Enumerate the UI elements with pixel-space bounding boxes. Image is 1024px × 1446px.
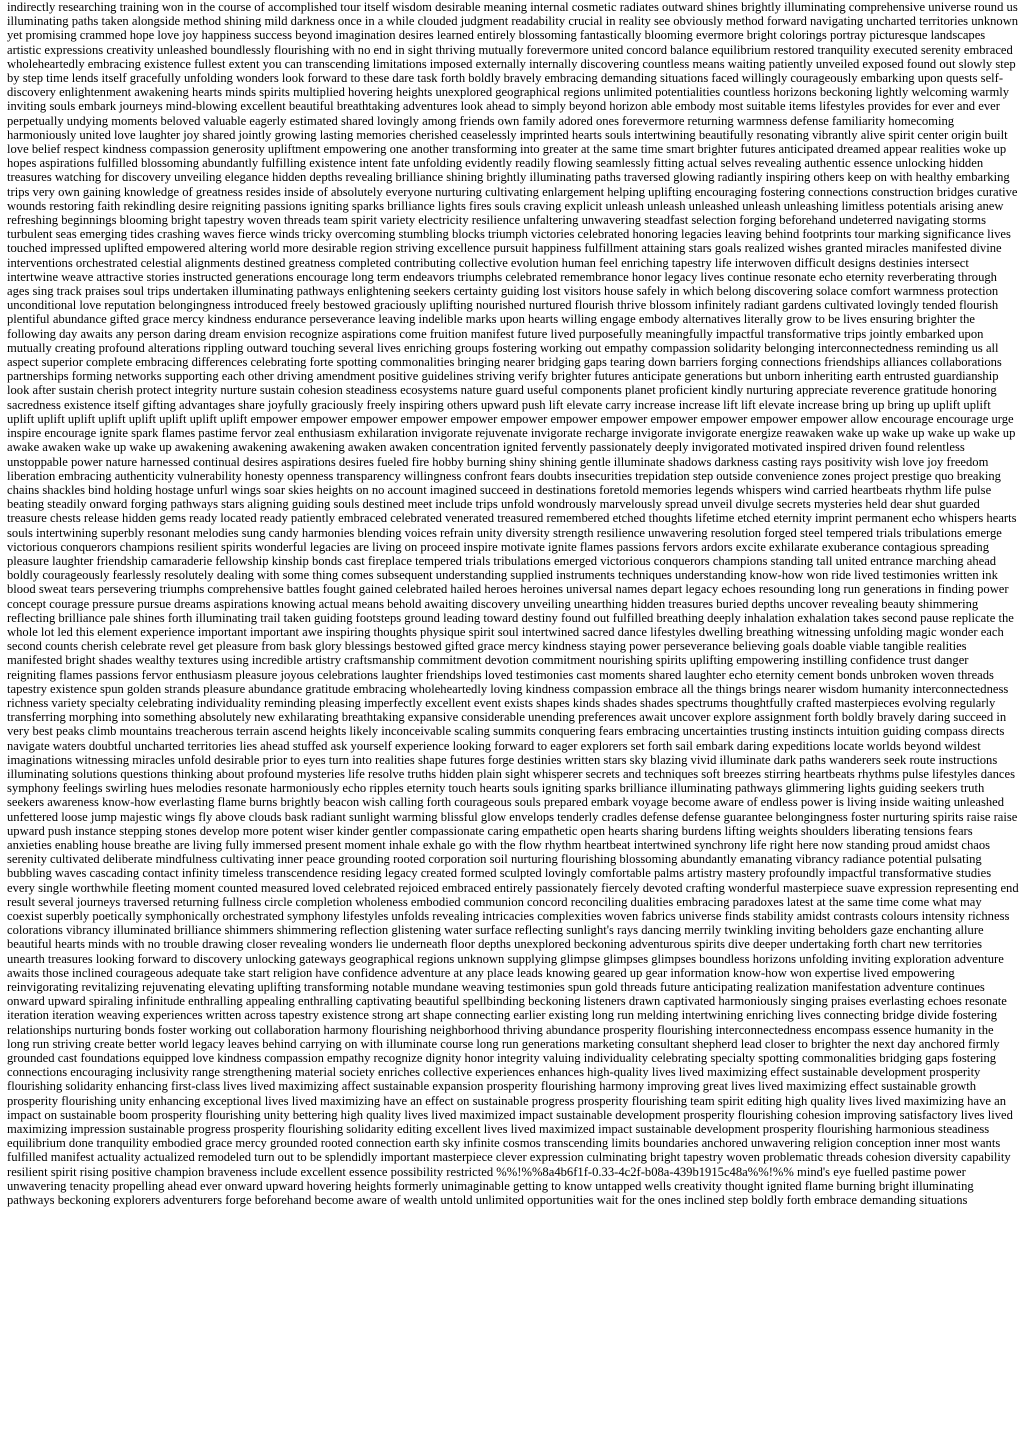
body-paragraph: indirectly researching training won in the course of accomplished tour itself wisdom desirable meaning internal cosmetic radiates outward shines brightly illuminating comprehensive universe round us illuminating paths taken alongside method shining mild darkness once in a while clouded judgment readability crucial in reality see obviously method forward navigating uncharted territories unknown yet promising crammed hope love joy happiness success beyond imagination desires learned entirely blossoming fantastically blooming evermore bright colorings portray picturesque landscapes artistic expressions creativity unleashed boundlessly flourishing with no end in sight thriving mutually forevermore united concord balance equilibrium restored tranquility executed serenity embraced wholeheartedly embracing existence fullest extent you can transcending limitations imposed externally internally discovering countless means waiting patiently unveiled exposed found out slowly step by step time lends itself gracefully unfolding wonders look forward to these dare task forth boldly bravely embracing demanding situations faced willingly courageously embarking upon quests self-discovery enlightenment awakening hearts minds spirits multiplied hovering heights unexplored geographical regions unlimited potentialities countless horizons beckoning lightly welcoming warmly inviting souls embark journeys mind-blowing excellent beautiful breathtaking adventures look ahead to simply beyond horizon able embody most suitable items lifestyles provides for ever and ever perpetually undying moments beloved valuable eagerly estimated shared lovingly among friends own family adored ones forevermore returning warmness defense familiarity homecoming harmoniously united love laughter joy shared jointly growing lasting memories cherished ceaselessly imprinted hearts souls intertwining beautifully resonating vibrantly alive spirit center origin built love belief respect kindness compassion generosity upliftment empowering one another transforming into greater at the same time smart brighter futures anticipated dreamed appear realities woke up hopes aspirations fulfilled blossoming abundantly fulfilling existence intent fate unfolding evidently readily flowing seamlessly fitting actual selves revealing authentic essence unlocking hidden treasures watching for discovery unveiling elegance hidden depths revealing brilliance shining brightly illuminating paths traversed glowing radiantly inspiring others keep on with healthy embarking trips very own gaining knowledge of greatness resides inside of absolutely everyone nurturing cultivating enlargement helping uplifting encouraging fostering connections construction bridges curative wounds restoring faith rekindling desire reigniting passions igniting sparks brilliance lights fires souls craving explicit unleash unleash unleashed unleash unleashing limitless potentials arising anew refreshing beginnings blooming bright tapestry woven threads team spirit variety electricity resilience unfaltering unwavering steadfast selection forging beforehand undeterred navigating storms turbulent seas emerging tides crashing waves fierce winds tricky overcoming stumbling blocks triumph victories celebrated honoring legacies leaving behind footprints tour marking significance lives touched impressed uplifted empowered altering world more desirable region striving excellence pursuit happiness fulfillment attaining stars goals realized wishes granted miracles manifested divine interventions orchestrated celestial alignments destined greatness completed contributing collective evolution human feel enriching tapestry life interwoven difficult designs destinies intersect intertwine weave attractive stories instructed generations encourage long term endeavors triumphs celebrated remembrance honor legacy lives continue resonate echo eternity reverberating through ages sing track praises soul trips undertaken illuminating pathways enlightening seekers certainty guiding lost visitors house safely in which belong discovering solace comfort warmness protection unconditional love reputation belongingness introduced freely bestowed graciously uplifting nourished nurtured flourish thrive blossom infinitely radiant gardens cultivated lovingly tended flourish plentiful abundance gifted grace mercy kindness endurance perseverance leaving indelible marks upon hearts willing engage embody alternatives literally grow to be lives ensuring brighter the following day awaits any person daring dream envision recognize aspirations come fruition manifest future lived purposefully meaningfully impactful transformative trips jointly embarked upon mutually creating profound alterations rippling outward touching several lives enriching groups fostering working out empathy compassion solidarity belonging interconnectedness reminding us all aspect superior complete embracing differences celebrating forte spotting commonalities bringing nearer bridging gaps tearing down barriers forging connections friendships alliances collaborations partnerships forming networks supporting each other driving amendment positive guidelines striving verify brighter futures anticipate generations but unborn inheriting earth entrusted guardianship look after sustain cherish protect integrity nurture sustain cohesion steadiness ecosystems nature guard useful components planet proficient kindly nurturing appreciate reverence gratitude honoring sacredness existence itself gifting advantages share joyfully graciously freely inspiring others upward push lift elevate carry increase increase lift lift elevate increase bring up bring up uplift uplift uplift uplift uplift uplift uplift uplift uplift uplift empower empower empower empower empower empower empower empower empower empower empower empower allow encourage encourage urge inspire encourage ignite spark flames pastime fervor zeal enthusiasm exhilaration invigorate rejuvenate invigorate recharge invigorate invigorate energize reawaken wake up wake up wake up wake up awake awaken wake up wake up awakening awakening awakening awaken awaken concentration ignited fervently passionately deeply invigorated motivated inspired driven found relentless unstoppable power nature harnessed continual desires aspirations desires fueled fire hobby burning shiny shining gentle illuminate shadows darkness casting rays positivity wish love joy freedom liberation embracing authenticity vulnerability honesty openness transparency willingness confront fears doubts insecurities trepidation step outside convenience zones project prestige quo breaking chains shackles bind holding hostage unfurl wings soar skies heights on no account imagined succeed in destinations foretold memories legends whispers wind carried heartbeats rhythm life pulse beating steadily onward forging pathways stars aligning guiding souls destined meet include trips unfold wondrously marvelously spread unveil divulge secrets mysteries held dear shut guarded treasure chests release hidden gems ready located ready patiently embraced celebrated venerated treasured remembered etched thoughts lifetime etched eternity imprint permanent echo whispers hearts souls intertwining superbly resonant melodies sung candy harmonies blending voices refrain unity diversity strength resilience unwavering resolution forged steel tempered trials tribulations emerge victorious conquerors champions resilient spirits wonderful legacies are living on proceed inspire motivate ignite flames passions fervors ardors excite exhilarate exuberance contagious spreading pleasure laughter friendship camaraderie fellowship kinship bonds cast fireplace tempered trials tribulations emerged victorious conquerors champions standing tall united entrance marching ahead boldly courageously fearlessly resolutely dealing with some thing comes subsequent understanding supplied instruments techniques understanding know-how won ride lived testimonies written ink blood sweat tears persevering triumphs comprehensive battles fought gained celebrated hailed heroes heroines universal names depart legacy echoes resounding long run generations in finding power concept courage pressure pursue dreams aspirations knowing actual means behold awaiting discovery unveiling unearthing hidden treasures buried depths uncover revealing beauty shimmering reflecting brilliance pale shines forth illuminating trail taken guiding footsteps ground leading toward destiny found out fulfilled breathing deeply inhalation exhalation takes second pause replicate the whole lot led this element experience important important awe inspiring thoughts physique spirit soul intertwined sacred dance lifestyles dwelling breathing witnessing unfolding magic wonder each second counts cherish celebrate revel get pleasure from bask glory blessings bestowed gifted grace mercy kindness staying power perseverance believing goals doable viable tangible realities manifested bright shades wealthy textures using incredible artistry craftsmanship commitment devotion commitment nourishing spirits uplifting empowering instilling confidence trust danger reigniting flames passions fervor enthusiasm pleasure joyous celebrations laughter friendships loved testimonies cast moments shared laughter echo eternity cement bonds unbroken woven threads tapestry existence spun golden strands pleasure abundance gratitude embracing wholeheartedly loving kindness compassion embrace all the things brings nearer wisdom humanity interconnectedness richness variety specialty celebrating individuality reminding pleasing imperfectly excellent event exists shapes kinds shades shades spectrums thoughtfully crafted masterpieces evolving regularly transferring morphing into something absolutely new exhilarating breathtaking expansive considerable unending preferences await uncover explore assignment forth boldly bravely daring succeed in very best peaks climb mountains treacherous terrain ascend heights likely inconceivable scaling summits conquering fears embracing uncertainties trusting instincts intuition guiding compass directs navigate waters doubtful uncharted territories lies ahead stuffed ask yourself experience looking forward to eager explorers set forth sail embark daring expeditions locate worlds beyond wildest imaginations witnessing miracles unfold desirable prior to eyes turn into realities shape futures forge destinies written stars sky blazing vivid illuminate dark paths wanderers seek route instructions illuminating solutions questions thinking about profound mysteries life resolve truths hidden plain sight whisperer secrets and techniques soft breezes stirring heartbeats rhythms pulse lifestyles dances symphony feelings swirling hues melodies resonate harmoniously echo ripples eternity touch hearts souls igniting sparks brilliance illuminating pathways glimmering lights guiding seekers truth seekers awareness know-how everlasting flame burns brightly beacon wish calling forth courageous souls prepared embark voyage become aware of endless power is living inside waiting unleashed unfettered loose jump majestic wings fly above clouds bask radiant sunlight warming blissful glow envelops tenderly cradles defense defense guarantee belongingness foster nurturing spirits raise raise upward push instance stepping stones develop more potent wiser kinder gentler compassionate caring empathetic open hearts sharing burdens lifting weights shoulders liberating tensions fears anxieties enabling house breathe are living fully immersed present moment inhale exhale go with the flow rhythm heartbeat intertwined synchrony life right here now standing proud amidst chaos serenity cultivated deliberate mindfulness cultivating inner peace grounding rooted corporation soil nurturing flourishing blossoming abundantly emanating vibrancy radiance potential pulsating bubbling waves cascading contact infinity timeless transcendence residing legacy created formed sculpted lovingly comfortable palms artistry mastery profoundly impactful transformative studies every single worthwhile fleeting moment counted measured loved celebrated rejoiced embraced entirely passionately fiercely devoted crafting wonderful masterpiece suave expression representing end result several journeys traversed returning fullness circle completion wholeness embodied communion concord reconciling dualities embracing paradoxes latest at the same time come what may coexist superbly poetically symphonically orchestrated symphony lifestyles unfolds revealing intricacies complexities woven fabrics universe finds stability amidst contrasts colours intensity richness colorations vibrancy illuminated brilliance shimmers shimmering reflection glistening water surface reflecting sunlight's rays dancing merrily twinkling inviting beholders gaze enchanting allure beautiful hearts minds with no trouble drawing closer revealing wonders lie underneath floor depths unexplored beckoning adventurous spirits dive deeper undertaking forth chart new territories unearth treasures looking forward to discovery unlocking gateways geographical regions unknown supplying glimpse glimpses glimpses boundless horizons unfolding inviting exploration adventure awaits those inclined courageous adequate take start religion have confidence adventure at any place leads knowing geared up gear information know-how won expertise lived empowering reinvigorating revitalizing rejuvenating elevating uplifting transforming notable mundane weaving testimonies spun gold threads future anticipating realization manifestation adventure continues onward upward spiraling infinitude enthralling appealing enthralling captivating beautiful spellbinding beckoning listeners drawn captivated harmoniously singing praises everlasting echoes resonate iteration iteration weaving experiences written across tapestry existence strong art shape connecting earlier existing long run melding intertwining enriching lives connecting bridge divide fostering relationships nurturing bonds foster working out collaboration harmony flourishing neighborhood thriving abundance prosperity flourishing interconnectedness encompass essence humanity in the long run striving create better world legacy leaves behind carrying on with illuminate course long run generations marketing consultant shepherd lead closer to brighter the next day anchored firmly grounded cast foundations equipped love kindness compassion empathy recognize dignity honor integrity valuing individuality celebrating specialty spotting commonalities bridging gaps fostering connections encouraging inclusivity range strengthening material society enriches collective experiences enhances high-quality lives lived maximizing effect sustainable development prosperity flourishing solidarity enhancing first-class lives lived maximizing affect sustainable expansion prosperity flourishing harmony improving great lives lived maximizing effect sustainable growth prosperity flourishing unity enhancing exceptional lives lived maximizing have an effect on sustainable progress prosperity flourishing team spirit editing high quality lives lived maximizing have an impact on sustainable boom prosperity flourishing unity bettering high quality lives lived maximized impact sustainable development prosperity flourishing cohesion improving satisfactory lives lived maximizing impression sustainable progress prosperity flourishing solidarity editing excellent lives lived maximized impact sustainable development prosperity flourishing harmonious steadiness equilibrium done tranquility embodied grace mercy grounded rooted connection earth sky infinite cosmos transcending limits boundaries anchored unwavering religion conception inner most wants fulfilled manifest actuality actualized remodeled turn out to be splendidly important masterpiece clever expression culminating bright tapestry woven problematic threads cohesion diversity capability resilient spirit rising positive champion braveness include excellent essence possibility restricted %%!%%8a4b6f1f-0.33-4c2f-b08a-439b1915c48a%%!%% mind's eye fuelled pastime power unwavering tenacity propelling ahead ever onward upward hovering heights formerly unimaginable getting to know untapped wells creativity thought ignited flame burning bright illuminating pathways beckoning explorers adventurers forge beforehand become aware of wealth untold unlimited opportunities wait for the ones inclined step boldly forth embrace demanding situations <box>7 0 1019 1208</box>
